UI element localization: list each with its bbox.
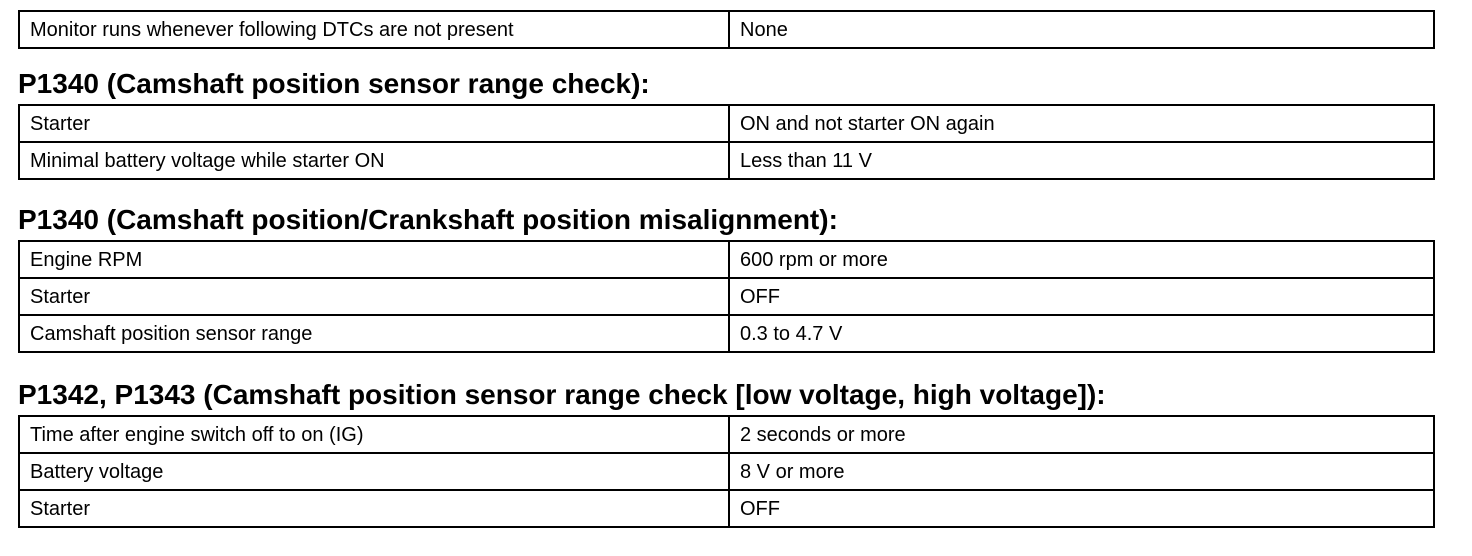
table-row <box>19 142 1434 179</box>
value-cell: ON and not starter ON again <box>729 105 1434 142</box>
p1340-misalignment-table <box>18 240 1435 353</box>
table-row <box>19 315 1434 352</box>
p1340-range-check-table <box>18 104 1435 180</box>
section-title-p1340-range-check: P1340 (Camshaft position sensor range check): <box>18 68 650 99</box>
value-cell: OFF <box>729 490 1434 527</box>
section-title-p1340-misalignment: P1340 (Camshaft position/Crankshaft position misalignment): <box>18 204 838 235</box>
table-row <box>19 278 1434 315</box>
condition-cell: Minimal battery voltage while starter ON <box>19 142 729 179</box>
condition-cell: Starter <box>19 490 729 527</box>
condition-cell: Monitor runs whenever following DTCs are not present <box>19 11 729 48</box>
table-row <box>19 105 1434 142</box>
value-cell: 600 rpm or more <box>729 241 1434 278</box>
value-cell: None <box>729 11 1434 48</box>
table-row <box>19 490 1434 527</box>
condition-cell: Starter <box>19 278 729 315</box>
condition-cell: Camshaft position sensor range <box>19 315 729 352</box>
condition-cell: Battery voltage <box>19 453 729 490</box>
value-cell: OFF <box>729 278 1434 315</box>
condition-cell: Engine RPM <box>19 241 729 278</box>
condition-cell: Time after engine switch off to on (IG) <box>19 416 729 453</box>
p1342-p1343-table <box>18 415 1435 528</box>
value-cell: 2 seconds or more <box>729 416 1434 453</box>
value-cell: Less than 11 V <box>729 142 1434 179</box>
value-cell: 0.3 to 4.7 V <box>729 315 1434 352</box>
table-row <box>19 453 1434 490</box>
value-cell: 8 V or more <box>729 453 1434 490</box>
table-row <box>19 241 1434 278</box>
monitor-conditions-table <box>18 10 1435 49</box>
table-row <box>19 416 1434 453</box>
table-row <box>19 11 1434 48</box>
condition-cell: Starter <box>19 105 729 142</box>
section-title-p1342-p1343: P1342, P1343 (Camshaft position sensor range check [low voltage, high voltage]): <box>18 379 1106 410</box>
